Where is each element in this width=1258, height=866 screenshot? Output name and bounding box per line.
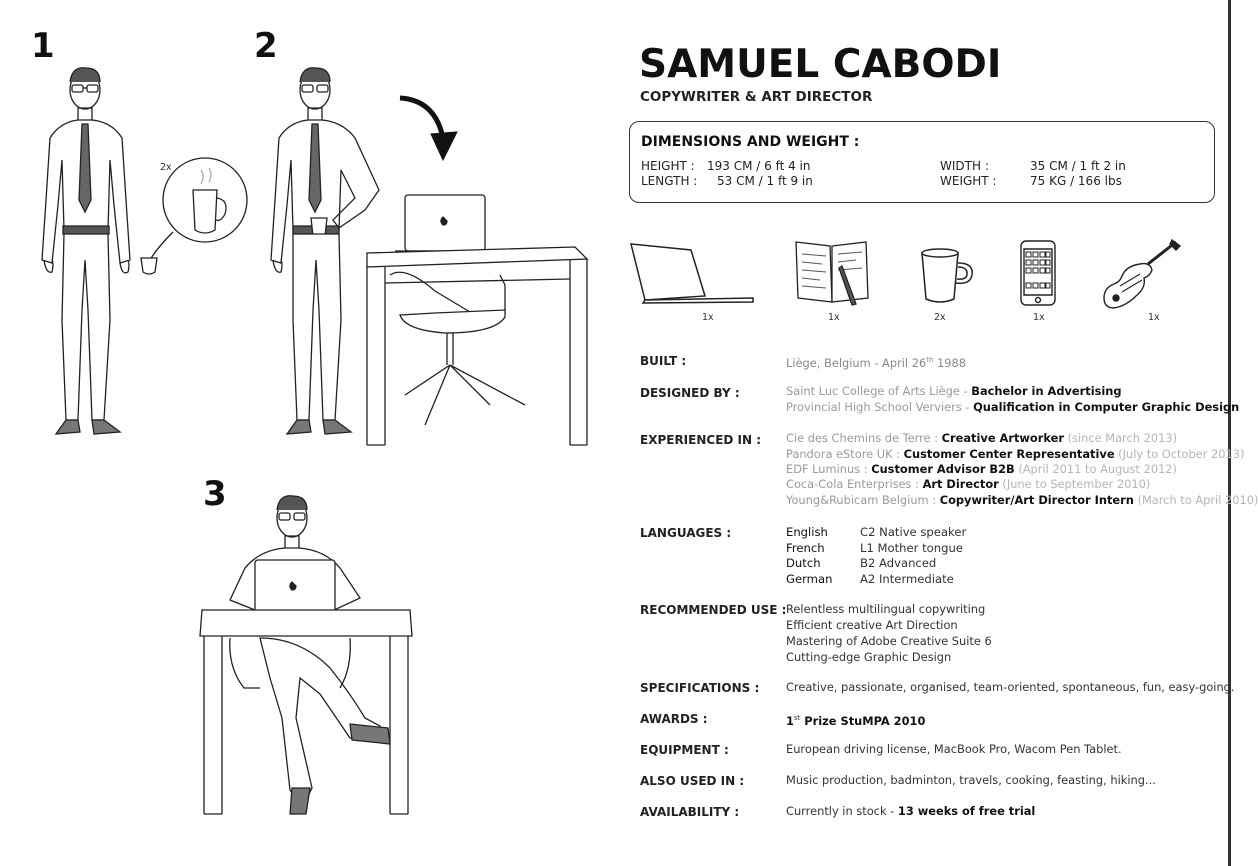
built-place: Liège, Belgium - April 26 [786,355,927,370]
step-number-2: 2 [254,26,278,66]
experience-item [786,462,1177,478]
designed-degree-2: Qualification in Computer Graphic Design [973,400,1240,414]
experience-title: Copywriter/Art Director Intern [939,493,1134,507]
experience-item [786,447,1244,463]
experience-company: Pandora eStore UK : [786,447,904,461]
experience-period: (April 2011 to August 2012) [1014,462,1178,476]
language-name: German [786,571,833,586]
experience-period: (since March 2013) [1063,431,1178,445]
standing-man-illustration [30,60,150,445]
coffee-mug-quantity: 2x [934,312,946,323]
equipment-label: EQUIPMENT : [640,743,729,757]
curved-arrow-icon [395,90,465,165]
language-row [786,541,966,557]
language-level: L1 Mother tongue [860,540,963,555]
also-used-in-value: Music production, badminton, travels, cooking, feasting, hiking... [786,773,1156,787]
experience-company: Cie des Chemins de Terre : [786,431,942,445]
language-row [786,556,966,572]
designed-by-label: DESIGNED BY : [640,386,740,400]
availability-trial: 13 weeks of free trial [897,804,1036,818]
languages-label: LANGUAGES : [640,526,732,540]
experience-title: Customer Advisor B2B [871,462,1015,476]
seated-man-at-desk-illustration [200,488,415,818]
awards-value [786,711,925,730]
recommended-use-item: Relentless multilingual copywriting [786,602,986,616]
job-title: COPYWRITER & ART DIRECTOR [640,89,873,105]
experience-company: Young&Rubicam Belgium : [786,493,940,507]
experience-title: Creative Artworker [941,431,1064,445]
guitar-quantity: 1x [1148,312,1160,323]
electric-guitar-icon [1100,238,1182,314]
experience-item [786,431,1177,447]
specifications-value: Creative, passionate, organised, team-oriented, spontaneous, fun, easy-going. [786,680,1235,694]
experience-title: Customer Center Representative [903,447,1115,461]
width-row [940,159,1126,173]
experience-item [786,493,1258,509]
notebook-quantity: 1x [828,312,840,323]
experience-period: (July to October 2013) [1114,447,1245,461]
designed-by-line-2 [786,400,1239,416]
weight-label: WEIGHT : [940,174,997,188]
recommended-use-item: Mastering of Adobe Creative Suite 6 [786,634,992,648]
experience-company: Coca-Cola Enterprises : [786,477,923,491]
recommended-use-label: RECOMMENDED USE : [640,603,787,617]
weight-value: 75 KG / 166 lbs [1030,174,1122,188]
width-label: WIDTH : [940,159,989,173]
built-label: BUILT : [640,354,687,368]
height-value: 193 CM / 6 ft 4 in [707,159,811,173]
experience-company: EDF Luminus : [786,462,872,476]
designed-degree-1: Bachelor in Advertising [971,384,1122,398]
length-row [641,174,813,188]
height-row [641,159,811,173]
language-row [786,572,966,588]
laptop-icon [629,240,755,304]
length-label: LENGTH : [641,174,698,188]
languages-list [786,525,966,587]
built-sup: th [926,356,934,364]
coffee-mug-icon [918,245,978,305]
language-name: Dutch [786,556,821,570]
award-rank-sup: st [793,714,801,722]
smartphone-quantity: 1x [1033,312,1045,323]
designed-school-2: Provincial High School Verviers - [786,400,974,414]
recommended-use-item: Efficient creative Art Direction [786,618,958,632]
language-row [786,525,966,541]
dimensions-box [629,121,1215,203]
also-used-in-label: ALSO USED IN : [640,774,745,788]
length-value: 53 CM / 1 ft 9 in [717,174,813,188]
designed-by-line-1 [786,384,1122,400]
award-rank: 1 [786,713,794,728]
language-level: C2 Native speaker [860,525,967,539]
experience-period: (June to September 2010) [998,477,1151,491]
built-value [786,353,966,372]
step-number-1: 1 [31,26,55,66]
experienced-in-label: EXPERIENCED IN : [640,433,762,447]
recommended-use-item: Cutting-edge Graphic Design [786,650,952,664]
language-level: A2 Intermediate [860,571,954,586]
bubble-quantity-label: 2x [160,162,172,173]
availability-label: AVAILABILITY : [640,805,740,819]
desk-with-laptop-illustration [365,195,590,450]
page-right-edge [1228,0,1231,866]
availability-text: Currently in stock - [786,804,898,818]
step-number-3: 3 [203,474,227,514]
experience-period: (March to April 2010) [1133,493,1258,507]
width-value: 35 CM / 1 ft 2 in [1030,159,1126,173]
height-label: HEIGHT : [641,159,695,173]
designed-school-1: Saint Luc College of Arts Liège - [786,384,972,398]
weight-row [940,174,1122,188]
equipment-value: European driving license, MacBook Pro, Wacom Pen Tablet. [786,742,1122,756]
laptop-quantity: 1x [702,312,714,323]
notebook-pen-icon [792,238,872,306]
coffee-thought-bubble [135,150,250,285]
language-name: English [786,525,828,539]
smartphone-icon [1019,239,1059,307]
experience-title: Art Director [922,477,999,491]
language-name: French [786,540,825,555]
specifications-label: SPECIFICATIONS : [640,681,760,695]
dimensions-title: DIMENSIONS AND WEIGHT : [641,134,860,150]
availability-value [786,804,1035,820]
candidate-name: SAMUEL CABODI [639,42,1002,87]
awards-label: AWARDS : [640,712,708,726]
language-level: B2 Advanced [860,556,937,570]
award-name: Prize StuMPA 2010 [800,713,926,728]
built-year: 1988 [933,355,966,370]
experience-item [786,477,1150,493]
